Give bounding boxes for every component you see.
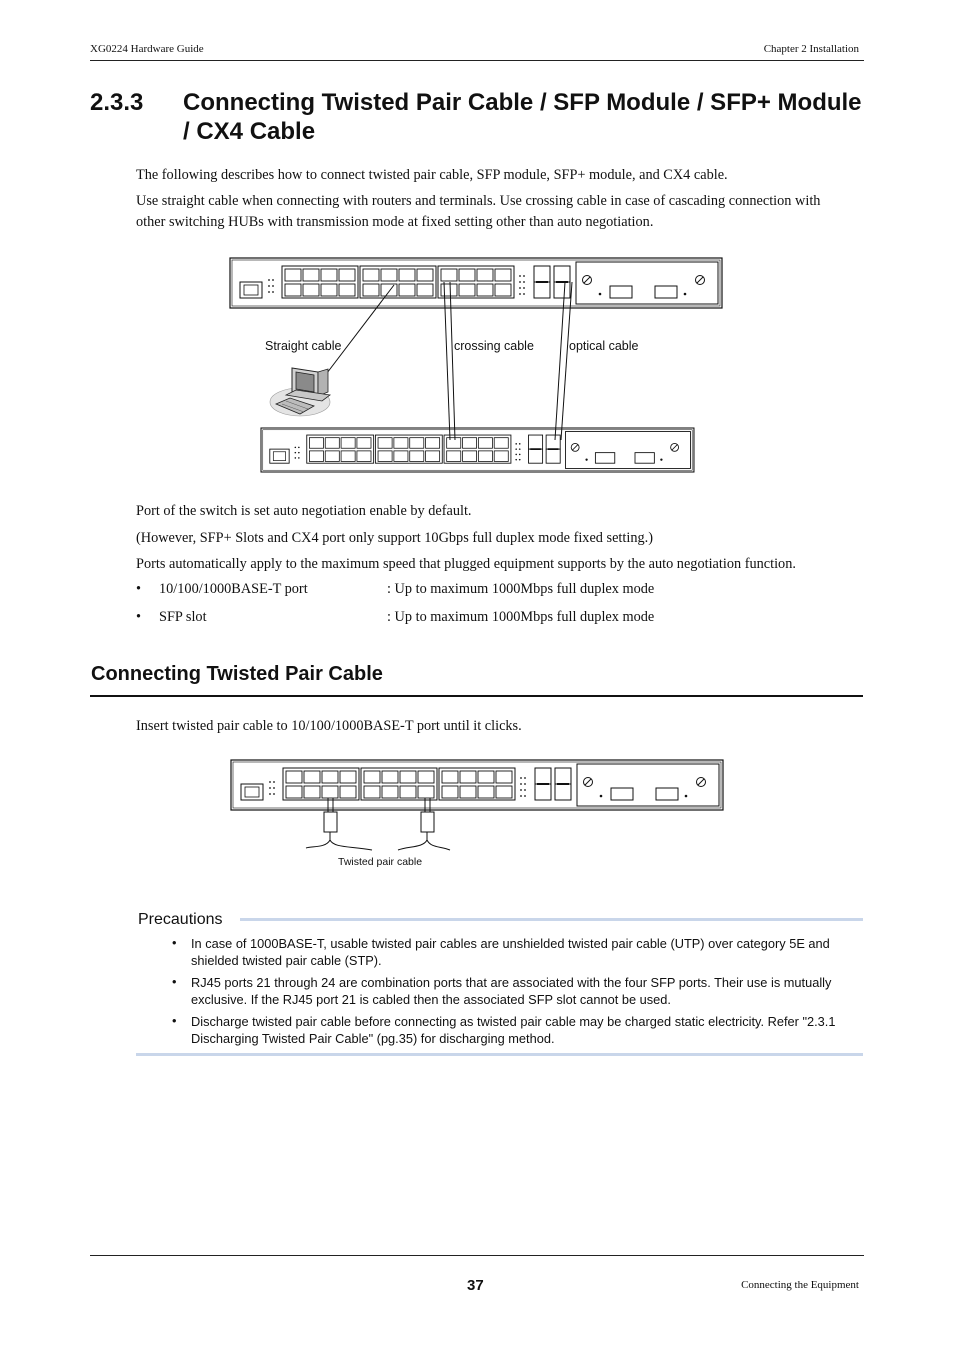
header-doc-title: XG0224 Hardware Guide	[90, 43, 204, 55]
precautions-bottom-rule	[136, 1053, 863, 1056]
precaution-bullet: •	[172, 974, 177, 989]
label-optical-cable: optical cable	[569, 339, 639, 353]
subsection-text: Insert twisted pair cable to 10/100/1000BASE-T port until it clicks.	[136, 718, 522, 734]
bullet-port-name: 10/100/1000BASE-T port	[159, 581, 308, 597]
intro-paragraph-2-line2: other switching HUBs with transmission mode at fixed setting other than auto negotiation.	[136, 214, 654, 230]
intro-paragraph-1: The following describes how to connect twisted pair cable, SFP module, SFP+ module, and CX4 cable.	[136, 167, 728, 183]
precaution-bullet: •	[172, 1013, 177, 1028]
footer-rule	[90, 1255, 864, 1256]
negotiation-paragraph-1: Port of the switch is set auto negotiation enable by default.	[136, 503, 472, 519]
precaution-item-3-line1: Discharge twisted pair cable before connecting as twisted pair cable may be charged static electricity. Refer "2.3.1	[191, 1014, 836, 1029]
precaution-item-1	[191, 935, 855, 969]
precautions-title: Precautions	[138, 911, 223, 928]
page-number: 37	[467, 1277, 484, 1294]
precaution-item-3	[191, 1013, 855, 1047]
intro-paragraph-2-line1: Use straight cable when connecting with routers and terminals. Use crossing cable in case of cascading connection with	[136, 193, 821, 209]
precaution-bullet: •	[172, 935, 177, 950]
negotiation-paragraph-3: Ports automatically apply to the maximum speed that plugged equipment supports by the auto negotiation function.	[136, 556, 796, 572]
bullet-dot: •	[136, 581, 142, 597]
precaution-item-1-line1: In case of 1000BASE-T, usable twisted pair cables are unshielded twisted pair cable (UTP) over category 5E and	[191, 936, 830, 951]
switch-top	[230, 258, 722, 308]
section-title-line2: / CX4 Cable	[183, 118, 316, 145]
label-twisted-pair-cable: Twisted pair cable	[338, 856, 423, 868]
label-straight-cable: Straight cable	[265, 339, 342, 353]
header-chapter: Chapter 2 Installation	[763, 43, 859, 55]
precaution-item-2-line1: RJ45 ports 21 through 24 are combination ports that are associated with the four SFP ports. Their use is mutually	[191, 975, 832, 990]
label-crossing-cable: crossing cable	[454, 339, 534, 353]
pc-icon	[270, 368, 330, 416]
precautions-top-rule	[240, 918, 863, 921]
footer-section: Connecting the Equipment	[741, 1279, 859, 1291]
precaution-item-3-line2: Discharging Twisted Pair Cable" (pg.35) for discharging method.	[191, 1031, 555, 1046]
bullet-port-desc: : Up to maximum 1000Mbps full duplex mode	[387, 609, 655, 625]
subsection-title: Connecting Twisted Pair Cable	[91, 663, 383, 685]
bullet-port-desc: : Up to maximum 1000Mbps full duplex mode	[387, 581, 655, 597]
switch-figure2	[231, 760, 723, 810]
subsection-rule	[90, 695, 863, 697]
precaution-item-2-line2: exclusive. If the RJ45 port 21 is cabled then the associated SFP slot cannot be used.	[191, 992, 671, 1007]
switch-bottom	[261, 428, 694, 472]
bullet-port-name: SFP slot	[159, 609, 207, 625]
precaution-item-1-line2: shielded twisted pair cable (STP).	[191, 953, 382, 968]
negotiation-paragraph-2: (However, SFP+ Slots and CX4 port only support 10Gbps full duplex mode fixed setting.)	[136, 530, 653, 546]
section-number: 2.3.3	[90, 89, 144, 116]
section-title-line1: Connecting Twisted Pair Cable / SFP Module / SFP+ Module	[183, 89, 862, 116]
precaution-item-2	[191, 974, 855, 1008]
bullet-dot: •	[136, 609, 142, 625]
